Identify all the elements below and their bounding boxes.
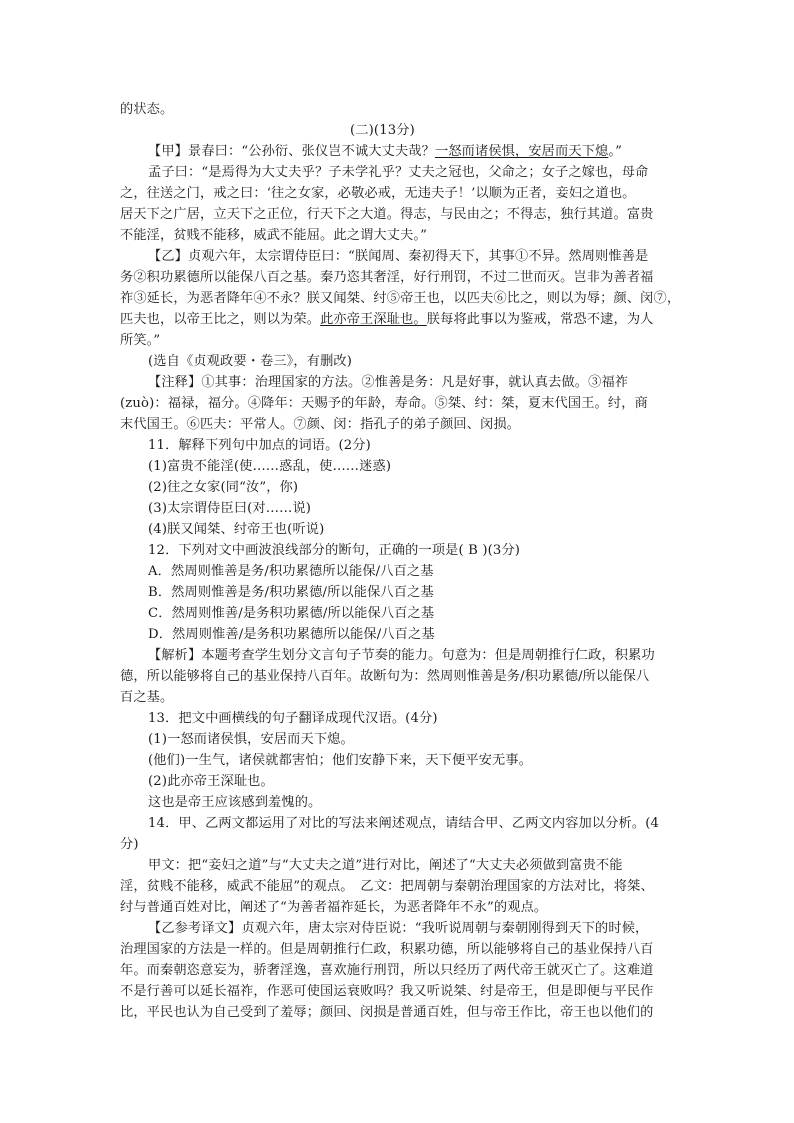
underlined-sentence: 一怒而诸侯惧，安居而天下熄 xyxy=(434,144,609,159)
text-line: (他们)一生气，诸侯就都害怕；他们安静下来，天下便平安无事。 xyxy=(148,753,533,768)
text-line: 所笑。” xyxy=(120,333,161,348)
text-line: 11．解释下列句中加点的词语。(2分) xyxy=(148,438,371,453)
text-line: 【乙】贞观六年，太宗谓侍臣曰：“朕闻周、秦初得天下，其事①不异。然周则惟善是 xyxy=(148,249,649,264)
text-line xyxy=(148,142,622,162)
text-line: 13．把文中画横线的句子翻译成现代汉语。(4分) xyxy=(148,711,438,726)
text-line: B．然周则惟善是务/积功累德/所以能保八百之基 xyxy=(148,585,434,600)
text-line: (3)太宗谓侍臣曰(对……说) xyxy=(148,501,312,516)
text-line: 比，平民也认为自己受到了羞辱；颜回、闵损是普通百姓，但与帝王作比，帝王也以他们的 xyxy=(120,1005,654,1020)
text-line: C．然周则惟善/是务积功累德/所以能保八百之基 xyxy=(148,606,435,621)
text-line: 德，所以能够将自己的基业保持八百年。故断句为：然周则惟善是务/积功累德/所以能保八 xyxy=(120,669,650,684)
text-line: 孟子曰：“是焉得为大丈夫乎？子未学礼乎？丈夫之冠也，父命之；女子之嫁也，母命 xyxy=(148,165,649,180)
text-line: (2)往之女家(同“汝”，你) xyxy=(148,480,299,495)
text-line: 不能淫，贫贱不能移，威武不能屈。此之谓大丈夫。” xyxy=(120,228,428,243)
text-line: 治理国家的方法是一样的。但是周朝推行仁政，积累功德，所以能够将自己的基业保持八百 xyxy=(120,942,654,957)
text-line: 这也是帝王应该感到羞愧的。 xyxy=(148,795,322,810)
text-segment: 。” xyxy=(608,144,623,159)
text-segment: 朕每将此事以为鉴戒，常恐不逮，为人 xyxy=(426,312,654,327)
text-line: 纣与普通百姓对比，阐述了“为善者福祚延长，为恶者降年不永”的观点。 xyxy=(120,900,548,915)
text-line: 末代国王。⑥匹夫：平常人。⑦颜、闵：指孔子的弟子颜回、闵损。 xyxy=(120,417,521,432)
text-line: (1)富贵不能淫(使……惑乱，使……迷惑) xyxy=(148,459,392,474)
text-line: 甲文：把“妾妇之道”与“大丈夫之道”进行对比，阐述了“大丈夫必须做到富贵不能 xyxy=(148,858,623,873)
text-line: 【乙参考译文】贞观六年，唐太宗对侍臣说：“我听说周朝与秦朝刚得到天下的时候， xyxy=(148,921,649,936)
text-line: 居天下之广居，立天下之正位，行天下之大道。得志，与民由之；不得志，独行其道。富贵 xyxy=(120,207,654,222)
text-line: 祚③延长，为恶者降年④不永？朕又闻桀、纣⑤帝王也，以匹夫⑥比之，则以为辱；颜、闵⑦， xyxy=(120,291,681,306)
text-line: (2)此亦帝王深耻也。 xyxy=(148,774,274,789)
text-line: (zuò)：福禄，福分。④降年：天赐予的年龄，寿命。⑤桀、纣：桀，夏末代国王。纣，商 xyxy=(120,396,648,411)
text-line: (选自《贞观政要・卷三》，有删改) xyxy=(148,354,353,369)
text-line: A．然周则惟善是务/积功累德所以能保/八百之基 xyxy=(148,564,434,579)
text-line: (二)(13分) xyxy=(350,123,415,138)
text-line: D．然周则惟善/是务积功累德所以能保/八百之基 xyxy=(148,627,435,642)
text-line: 之，往送之门，戒之曰：‘往之女家，必敬必戒，无违夫子！’以顺为正者，妾妇之道也。 xyxy=(120,186,636,201)
text-line: 务②积功累德所以能保八百之基。秦乃恣其奢淫，好行刑罚，不过二世而灭。岂非为善者福 xyxy=(120,270,654,285)
text-line: 【注释】①其事：治理国家的方法。②惟善是务：凡是好事，就认真去做。③福祚 xyxy=(148,375,629,390)
text-segment: 【甲】景春曰：“公孙衍、张仪岂不诚大丈夫哉？ xyxy=(148,144,435,159)
text-line: 淫，贫贱不能移，威武不能屈”的观点。 乙文：把周朝与秦朝治理国家的方法对比，将桀、 xyxy=(120,879,654,894)
text-line: 不是行善可以延长福祚，作恶可使国运衰败吗？我又听说桀、纣是帝王，但是即便与平民作 xyxy=(120,984,654,999)
text-line: (4)朕又闻桀、纣帝王也(听说) xyxy=(148,522,325,537)
text-line: 14．甲、乙两文都运用了对比的写法来阐述观点，请结合甲、乙两文内容加以分析。(4 xyxy=(148,816,660,831)
text-line xyxy=(120,310,654,330)
text-line: 年。而秦朝恣意妄为，骄奢淫逸，喜欢施行刑罚，所以只经历了两代帝王就灭亡了。这难道 xyxy=(120,963,654,978)
text-line: 的状态。 xyxy=(120,102,174,117)
text-line: 12．下列对文中画波浪线部分的断句，正确的一项是( B )(3分) xyxy=(148,543,521,558)
text-line: 分) xyxy=(120,837,139,852)
text-line: (1)一怒而诸侯惧，安居而天下熄。 xyxy=(148,732,354,747)
underlined-sentence: 此亦帝王深耻也。 xyxy=(320,312,427,327)
text-line: 百之基。 xyxy=(120,690,174,705)
text-line: 【解析】本题考查学生划分文言句子节奏的能力。句意为：但是周朝推行仁政，积累功 xyxy=(148,648,655,663)
text-segment: 匹夫也，以帝王比之，则以为荣。 xyxy=(120,312,321,327)
